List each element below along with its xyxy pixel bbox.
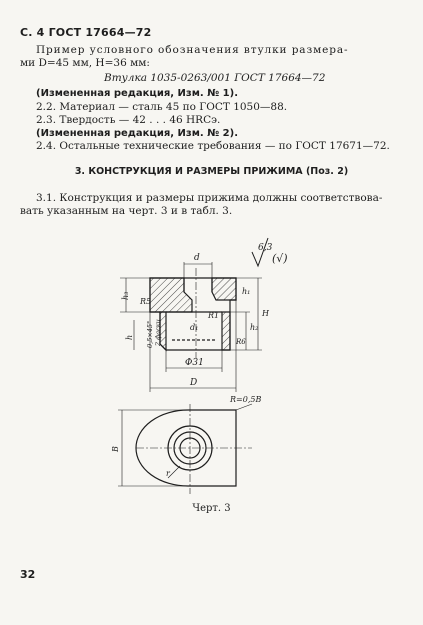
item-2-2: 2.2. Материал — сталь 45 по ГОСТ 1050—88.	[36, 101, 288, 113]
dim-relief: 2 фаски	[154, 319, 162, 346]
dim-D: D	[190, 378, 198, 388]
roughness-paren: (√)	[272, 252, 288, 265]
paragraph-3-1-line-1: 3.1. Конструкция и размеры прижима должны соответствова-	[36, 192, 383, 204]
example-line-1: Пример условного обозначения втулки размера-	[36, 44, 349, 56]
item-2-3: 2.3. Твердость — 42 . . . 46 HRCэ.	[36, 114, 221, 126]
dim-d: d	[194, 253, 200, 263]
section-view	[150, 268, 236, 358]
dim-B: B	[111, 446, 120, 452]
edition-note-2: (Измененная редакция, Изм. № 2).	[36, 128, 239, 139]
item-2-4: 2.4. Остальные технические требования — по ГОСТ 17671—72.	[36, 140, 390, 152]
page-number: 32	[20, 568, 36, 581]
dim-h2: h₂	[250, 323, 259, 332]
dim-phi31: Φ31	[185, 358, 204, 368]
paragraph-3-1-line-2: вать указанным на черт. 3 и в табл. 3.	[20, 205, 233, 217]
dim-R05B: R=0,5B	[230, 395, 262, 404]
dim-d1: d₁	[190, 323, 199, 332]
section-title: 3. КОНСТРУКЦИЯ И РАЗМЕРЫ ПРИЖИМА (Поз. 2)	[74, 166, 349, 177]
dim-R5: R5	[140, 297, 152, 306]
roughness-mark	[252, 238, 288, 266]
dim-h1: h₁	[242, 287, 251, 296]
top-view	[136, 404, 252, 494]
dim-R1: R1	[208, 311, 220, 320]
dim-h: h	[125, 334, 134, 340]
dim-r: r	[166, 469, 170, 478]
example-line-2: ми D=45 мм, H=36 мм:	[20, 57, 150, 69]
dim-R6: R6	[236, 338, 246, 346]
figure-caption: Черт. 3	[192, 503, 231, 514]
dim-chamfer: 0,5×45°	[146, 320, 154, 348]
dim-h3: h₃	[121, 291, 130, 300]
page-header: С. 4 ГОСТ 17664—72	[20, 26, 152, 39]
roughness-value: 6,3	[258, 243, 273, 253]
edition-note-1: (Измененная редакция, Изм. № 1).	[36, 88, 239, 99]
designation: Втулка 1035-0263/001 ГОСТ 17664—72	[104, 72, 326, 84]
dim-H: H	[262, 309, 269, 318]
